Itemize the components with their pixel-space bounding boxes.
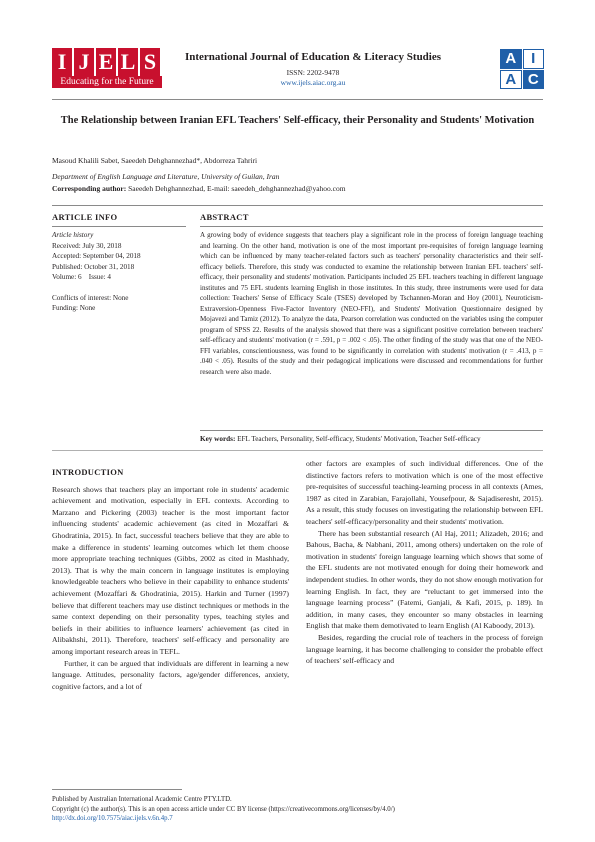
corresponding-author [52, 184, 346, 193]
ijels-tagline: Educating for the Future [52, 76, 162, 88]
doi-link[interactable]: http://dx.doi.org/10.7575/aiac.ijels.v.6n.4p.7 [52, 815, 173, 822]
keywords-label: Key words: [200, 435, 236, 443]
body-divider [52, 450, 543, 451]
keywords [200, 435, 543, 443]
logo-letter: I [52, 48, 72, 76]
funding: Funding: None [52, 304, 96, 312]
header-divider [52, 99, 543, 100]
divider [200, 226, 543, 227]
footer-divider [52, 789, 182, 790]
aiac-logo [500, 49, 544, 89]
ijels-logo-letters [52, 48, 162, 76]
abstract-heading: ABSTRACT [200, 212, 249, 222]
copyright: Copyright (c) the author(s). This is an open access article under CC BY license (https://creativecommons.org/licenses/by/4.0/) [52, 805, 395, 813]
divider [52, 226, 186, 227]
introduction-heading: INTRODUCTION [52, 467, 124, 477]
keywords-value: EFL Teachers, Personality, Self-efficacy, Students' Motivation, Teacher Self-efficacy [237, 435, 481, 443]
logo-letter: A [500, 49, 522, 69]
paragraph: There has been substantial research (Al Haj, 2011; Alizadeh, 2016; and Bahous, Bacha, & Nabhani, 2011, among others) undertaken on the role of motivation in students' foreign language learning which shows that some of the EFL students are not motivated enough for doing their homework and independent studies. In other words, they do not show enough motivation for learning English. In fact, they are “reluctant to get immersed into the language learning process” (Fatemi, Ganjali, & Kafi, 2015, p. 189). In addition, in many cases, they encounter so many obstacles in learning English that make them demotivated to learn English (Al Kaboody, 2013). [306, 528, 543, 631]
issn: ISSN: 2202-9478 [286, 68, 340, 77]
abstract [200, 212, 543, 377]
paper-title: The Relationship between Iranian EFL Teachers' Self-efficacy, their Personality and Students' Motivation [60, 115, 535, 126]
paragraph: Further, it can be argued that individuals are different in learning a new language. Attitudes, personality factors, age/gender differences, anxiety, cognitive factors, and a lot of [52, 658, 289, 691]
history-label: Article history [52, 231, 94, 239]
publisher: Published by Australian International Academic Centre PTY.LTD. [52, 796, 232, 803]
paragraph: other factors are examples of such individual differences. One of the distinctive factors refers to motivation which is one of the most effective pre-requisites of successful teaching-learning process in all contexts (Ames, 1987 as cited in Zarabian, Farajollahi, Yousefpour, & Sajadiseresht, 2015). As a result, this study focuses on investigating the relationship between EFL teachers' self-efficacy/personality and their students' motivation. [306, 459, 543, 526]
corresponding-label: Corresponding author: [52, 184, 127, 193]
info-top-divider [52, 205, 543, 206]
body-left-column [52, 467, 289, 692]
logo-letter: J [74, 48, 94, 76]
article-info [52, 212, 186, 314]
body-right-column [306, 458, 543, 667]
journal-title: International Journal of Education & Literacy Studies [184, 51, 442, 63]
accepted-date: Accepted: September 04, 2018 [52, 252, 141, 260]
logo-letter: C [523, 70, 545, 90]
corresponding-value: Saeedeh Dehghannezhad, E-mail: saeedeh_dehghannezhad@yahoo.com [128, 184, 346, 193]
logo-letter: L [118, 48, 138, 76]
ijels-logo [52, 48, 162, 88]
published-date: Published: October 31, 2018 [52, 262, 135, 271]
volume-issue: Volume: 6 Issue: 4 [52, 273, 111, 281]
abstract-text: A growing body of evidence suggests that teachers play a significant role in the process of foreign language teaching and learning. On the other hand, motivation is one of the most important pre-requisites of foreign language learning which can be influenced by many teacher-related factors such as teachers' personality characteristics and their self-efficacy beliefs. Therefore, this study was conducted to examine the relationship between Iranian EFL teachers' self-efficacy, their personality and students' motivation. Participants included 25 EFL teachers teaching in different language institutes and 75 EFL students learning English in those institutes. In this study, three instruments were used for data collection: Teachers' Sense of Efficacy Scale (TSES) developed by Tschannen-Moran and Hoy (2001), Neuroticism-Extraversion-Openness Five-Factor Inventory (NEO-FFI), and Students' Motivation Questionnaire designed by Mojavezi and Tamiz (2012). To analyze the data, Pearson correlation was conducted on the variables using the computer program of SPSS 22. Results of the analysis showed that there was a significant positive correlation between teachers' self-efficacy and students' motivation (r = .591, p = .002 < .05). The other finding of the study was that one of the NEO-FFI variables, conscientiousness, was found to be significantly in correlation with students' motivation (r = .413, p = .040 < .05). Results of the study and their pedagogical implications were discussed and recommendations for further research were also made. [200, 231, 543, 376]
footer [52, 795, 543, 824]
logo-letter: E [96, 48, 116, 76]
journal-url[interactable]: www.ijels.aiac.org.au [280, 78, 346, 87]
affiliation: Department of English Language and Literature, University of Guilan, Iran [52, 172, 280, 181]
logo-letter: I [523, 49, 545, 69]
paragraph: Besides, regarding the crucial role of teachers in the process of foreign language learning, it has become challenging to consider the probable effect of teachers' self-efficacy and [306, 632, 543, 666]
conflicts-of-interest: Conflicts of interest: None [52, 293, 129, 302]
received-date: Received: July 30, 2018 [52, 241, 122, 250]
authors: Masoud Khalili Sabet, Saeedeh Dehghannezhad*, Abdorreza Tahriri [52, 156, 258, 165]
logo-letter: S [140, 48, 160, 76]
keywords-divider [200, 430, 543, 431]
logo-letter: A [500, 70, 522, 90]
paragraph: Research shows that teachers play an important role in students' academic achievement and motivation, especially in EFL contexts. According to Marzano and Pickering (2003) teacher is the most important factor influencing students' academic achievement (as cited in Mozaffari & Ghodratinia, 2015). In fact, successful teachers believe that they are able to make a difference in students' learning outcomes which let them choose more appropriate teaching techniques (Gibbs, 2002 as cited in Mashhady, 2013). That is why the main concern in language institutes is employing knowledgeable teachers who believe in their capability to enhance students' achievement (Mozaffari & Ghodratinia, 2015). Harkin and Turner (1997) believe that different teachers may use distinct techniques or methods in the same context depending on their personality types, teaching styles and beliefs in their abilities to influence learners' achievement (as cited in Alibakhshi, 2011). Therefore, teachers' self-efficacy and personality are among important research areas in TEFL. [52, 484, 289, 656]
article-info-heading: ARTICLE INFO [52, 212, 118, 222]
